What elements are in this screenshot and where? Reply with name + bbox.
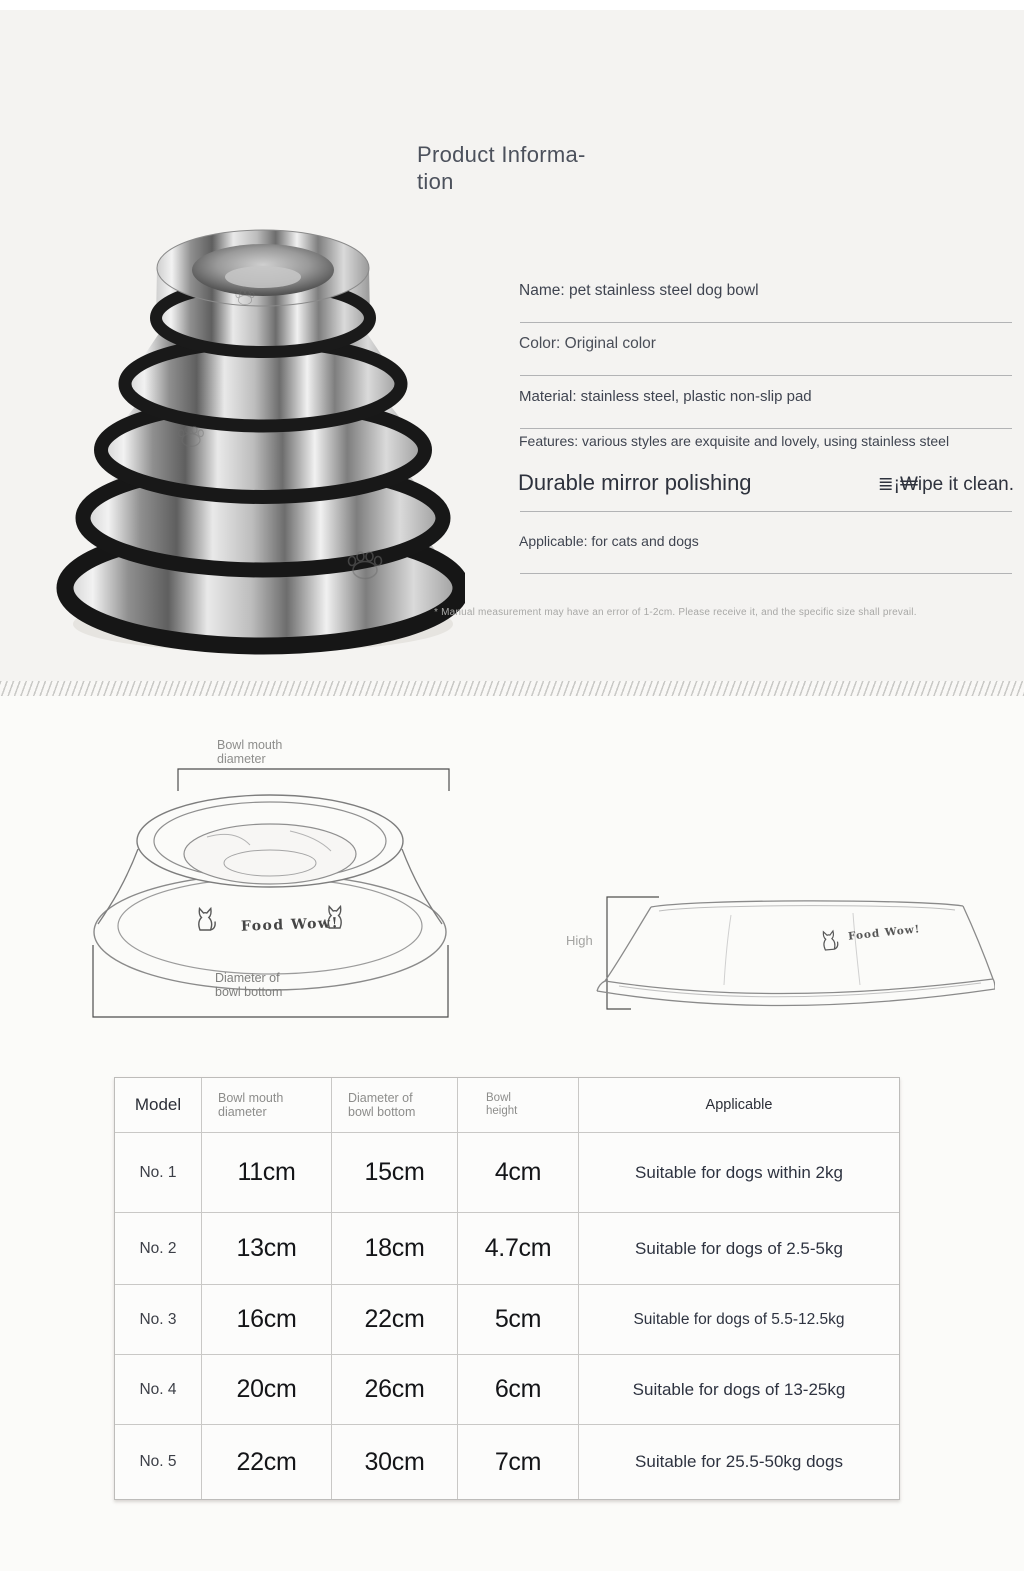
dimension-diagram-side-view [555,885,995,1020]
table-row-applicable: Suitable for dogs within 2kg [579,1133,899,1213]
info-features: Features: various styles are exquisite and lovely, using stainless steel [519,433,950,449]
divider-rule [520,428,1012,429]
divider-rule [520,375,1012,376]
table-row-model: No. 1 [115,1133,202,1213]
side-top-rim-inner [659,906,955,911]
divider-rule [520,573,1012,574]
bowl-cavity-outline [184,824,356,884]
table-row-applicable: Suitable for dogs of 13-25kg [579,1355,899,1425]
table-header-bottom-line1: Diameter of [348,1091,413,1105]
measurement-disclaimer: * Manual measurement may have an error of 1-2cm. Please receive it, and the specific size shall prevail. [434,607,917,618]
bowl-bottom-label-line1: Diameter of [215,971,280,985]
body-seam-lines [724,913,860,985]
table-row-bottom: 15cm [332,1133,458,1213]
top-white-strip [0,0,1024,10]
table-row-mouth: 22cm [202,1425,332,1499]
bowl-mouth-label-line2: diameter [217,751,266,766]
table-row-applicable: Suitable for dogs of 2.5-5kg [579,1213,899,1285]
bowl-mouth-diameter-label [217,739,282,766]
table-row-bottom: 22cm [332,1285,458,1355]
mouth-diameter-bracket [178,769,449,791]
wipe-headline: ≣¡₩ipe it clean. [877,474,1014,495]
page-title-line1: Product Informa- [417,142,586,167]
bowl-print-text: Food Wow! [847,923,921,943]
bowl-bottom-diameter-label [215,972,282,999]
base-flare-inner-line [619,983,981,997]
table-header-height-line1: Bowl [486,1092,511,1104]
table-row-bottom: 26cm [332,1355,458,1425]
bowl-bottom-label-line2: bowl bottom [215,984,283,999]
table-header-mouth-line2: diameter [218,1105,267,1119]
divider-rule [520,322,1012,323]
page-title-line2: tion [417,168,454,194]
size-table [114,1077,900,1500]
height-bracket [607,897,659,1009]
cat-icon [823,931,838,950]
headline-row [518,470,1014,496]
table-row-height: 6cm [458,1355,579,1425]
table-header-bottom [332,1078,458,1133]
product-photo-stacked-bowls [45,188,465,658]
info-name: Name: pet stainless steel dog bowl [519,282,759,299]
side-walls [605,906,993,981]
table-row-bottom: 18cm [332,1213,458,1285]
info-color: Color: Original color [519,335,656,352]
info-applicable: Applicable: for cats and dogs [519,533,699,549]
table-row-applicable: Suitable for dogs of 5.5-12.5kg [579,1285,899,1355]
table-row-mouth: 16cm [202,1285,332,1355]
table-row-model: No. 5 [115,1425,202,1499]
table-row-model: No. 3 [115,1285,202,1355]
table-row-bottom: 30cm [332,1425,458,1499]
table-row-applicable: Suitable for 25.5-50kg dogs [635,1452,843,1471]
table-header-bottom-line2: bowl bottom [348,1105,416,1119]
table-row-mouth: 20cm [202,1355,332,1425]
base-flare-bottom [597,979,995,1006]
table-header-height [458,1078,579,1133]
table-header-mouth [202,1078,332,1133]
table-header-mouth-line1: Bowl mouth [218,1091,284,1105]
table-row-height: 4.7cm [458,1213,579,1285]
table-header-model: Model [115,1078,202,1133]
table-row-mouth: 11cm [202,1133,332,1213]
divider-rule [520,511,1012,512]
table-row-model: No. 2 [115,1213,202,1285]
bowl-mouth-label-line1: Bowl mouth [217,738,283,752]
table-row-mouth: 13cm [202,1213,332,1285]
table-row-height: 7cm [458,1425,579,1499]
table-row-model: No. 4 [115,1355,202,1425]
durable-headline: Durable mirror polishing [518,470,752,495]
bowl-print-text: Food Wow! [240,915,340,935]
table-header-applicable: Applicable [579,1078,899,1133]
height-label: High [566,933,593,948]
bowl1-cavity-floor [225,266,301,288]
hatch-divider [0,681,1024,696]
table-row-height: 5cm [458,1285,579,1355]
table-header-height-line2: height [486,1105,518,1117]
table-row-height: 4cm [458,1133,579,1213]
info-material: Material: stainless steel, plastic non-slip pad [519,388,812,405]
